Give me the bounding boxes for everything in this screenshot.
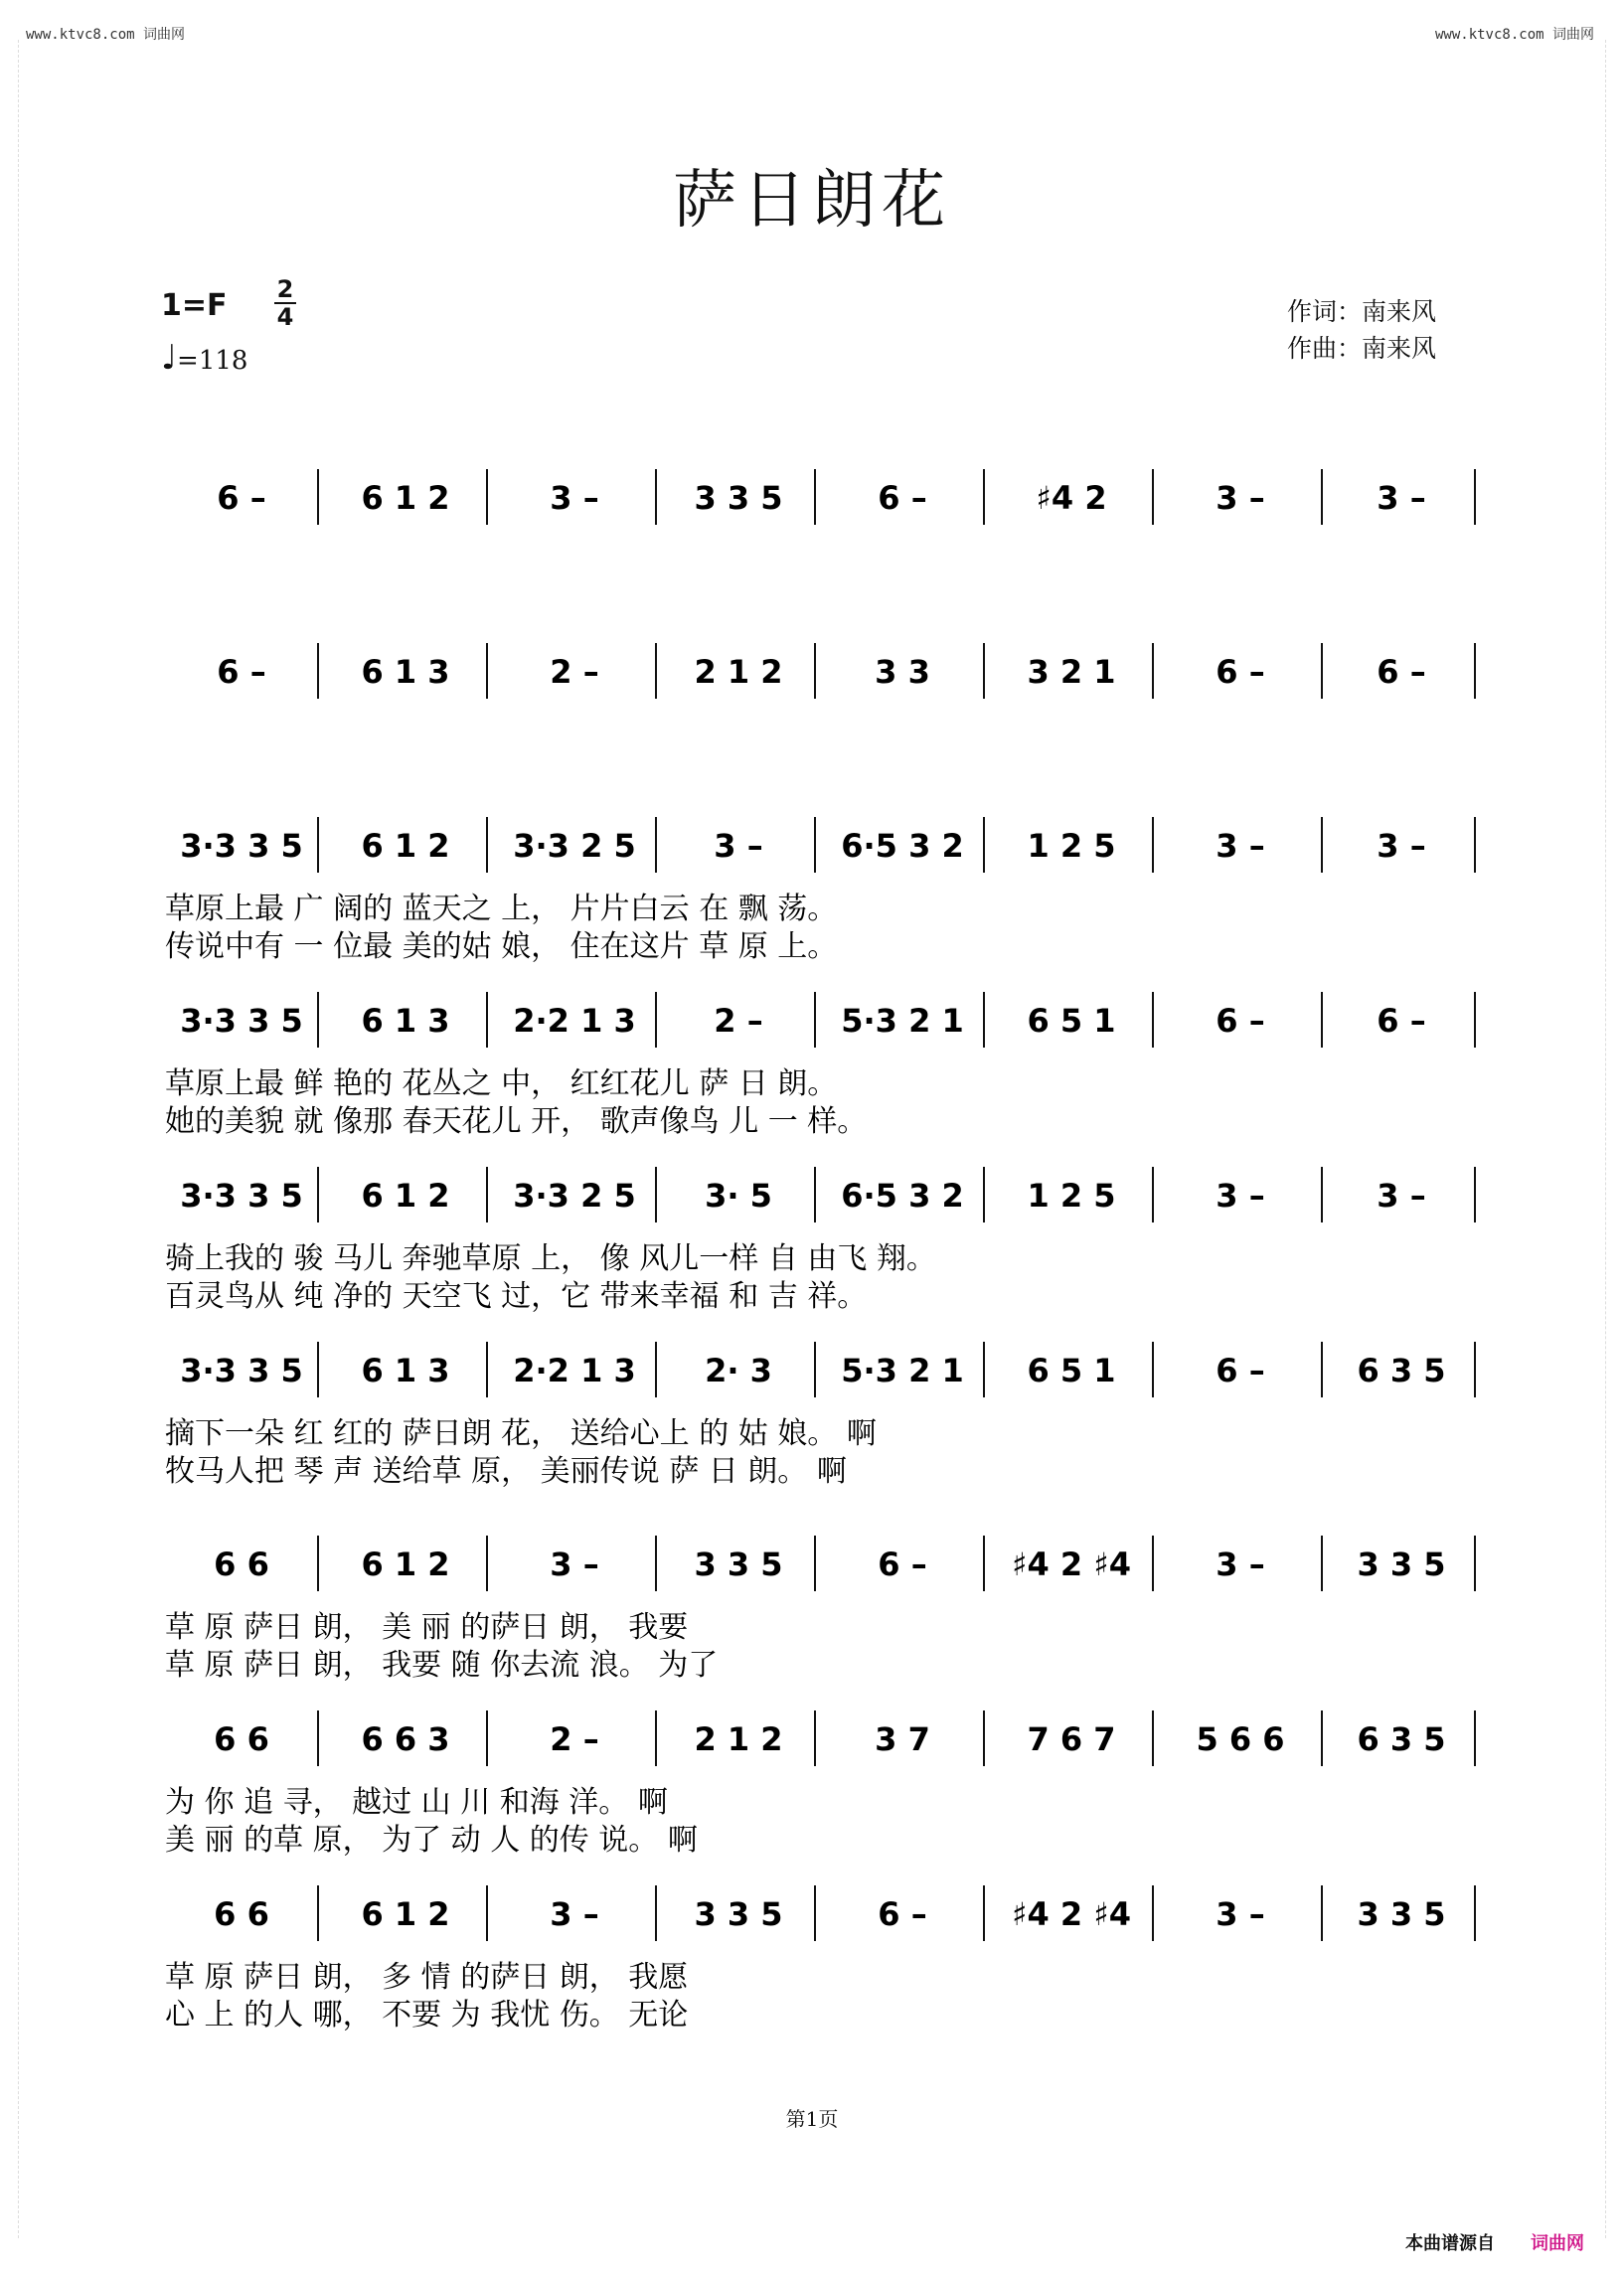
measure-notes: 3·3 3 5 [180,1002,303,1040]
measure-notes: 2 – [550,1720,599,1758]
measure-notes: 1 2 5 [1027,1177,1116,1215]
measure-notes: 3 – [714,827,763,865]
measure-notes: 3 7 [875,1720,930,1758]
time-signature-bottom: 4 [276,303,294,331]
measure-notes: 3 3 5 [1357,1546,1446,1583]
measure-notes: 6 6 3 [361,1720,450,1758]
lyric-line: 草原上最 广 阔的 蓝天之 上， 片片白云 在 飘 荡。 [165,892,838,926]
measure-notes: 6 – [1216,1002,1265,1040]
measure-notes: 6 1 3 [361,1002,450,1040]
right-margin-strip [1605,40,1622,2238]
measure-notes: 3·3 3 5 [180,1177,303,1215]
lyric-line: 牧马人把 琴 声 送给草 原， 美丽传说 萨 日 朗。 啊 [165,1454,847,1489]
header-right: www.ktvc8.com 词曲网 [1434,27,1594,43]
measure-notes: 6·5 3 2 [841,1177,964,1215]
measure-notes: 3 2 1 [1027,653,1116,691]
left-margin-strip [2,40,19,2238]
measure-notes: 6 – [878,1895,927,1933]
lyric-line: 美 丽 的草 原， 为了 动 人 的传 说。 啊 [165,1823,698,1858]
measure-notes: 3·3 3 5 [180,827,303,865]
quarter-note-icon: ♩ [161,338,178,378]
measure-notes: 3 – [1377,479,1426,517]
measure-notes: 6 – [1216,1352,1265,1389]
measure-notes: 2 – [714,1002,763,1040]
system-svg [159,641,1475,790]
measure-notes: ♯4 2 ♯4 [1011,1546,1132,1583]
measure-notes: 3 – [550,1895,599,1933]
system-svg [159,1340,1475,1489]
key-signature: 1=F [161,288,228,323]
measure-notes: 3 3 5 [694,1546,783,1583]
measure-notes: 3 – [1216,1546,1265,1583]
measure-notes: 6 5 1 [1027,1352,1116,1389]
system-svg [159,1883,1475,2033]
score-system [159,1534,1475,1683]
lyric-line: 骑上我的 骏 马儿 奔驰草原 上， 像 风儿一样 自 由飞 翔。 [165,1241,936,1276]
score-system [159,1883,1475,2033]
credits [1287,293,1436,367]
measure-notes: 1 2 5 [1027,827,1116,865]
measure-notes: 6 3 5 [1357,1720,1446,1758]
measure-notes: 6 5 1 [1027,1002,1116,1040]
measure-notes: 3· 5 [705,1177,772,1215]
header-left: www.ktvc8.com 词曲网 [26,27,186,43]
score-system [159,1340,1475,1489]
lyric-line: 草 原 萨日 朗， 美 丽 的萨日 朗， 我要 [165,1610,689,1645]
measure-notes: 3 – [1377,827,1426,865]
measure-notes: 6 1 2 [361,1546,450,1583]
time-signature-top: 2 [276,275,294,303]
measure-notes: 6 3 5 [1357,1352,1446,1389]
system-svg [159,1534,1475,1683]
lyricist: 作词：南来风 [1287,297,1437,326]
measure-notes: 3·3 2 5 [513,1177,636,1215]
score-system [159,1708,1475,1858]
measure-notes: 3 – [1216,479,1265,517]
measure-notes: 3 3 5 [694,479,783,517]
composer: 作曲：南来风 [1287,334,1437,363]
measure-notes: 6 – [878,1546,927,1583]
measure-notes: 2 – [550,653,599,691]
measure-notes: 3 – [1216,1177,1265,1215]
system-svg [159,1165,1475,1314]
measure-notes: 2·2 1 3 [513,1352,636,1389]
measure-notes: 2 1 2 [694,653,783,691]
measure-notes: 2 1 2 [694,1720,783,1758]
measure-notes: ♯4 2 ♯4 [1011,1895,1132,1933]
measure-notes: 6 1 2 [361,1895,450,1933]
measure-notes: 6 1 3 [361,653,450,691]
song-title: 萨日朗花 [673,164,951,238]
measure-notes: 3 – [1216,827,1265,865]
lyric-line: 她的美貌 就 像那 春天花儿 开， 歌声像鸟 儿 一 样。 [165,1104,868,1139]
page-number: 第1页 [785,2107,839,2131]
system-svg [159,990,1475,1139]
measure-notes: 5·3 2 1 [841,1002,964,1040]
measure-notes: 3 3 5 [694,1895,783,1933]
lyric-line: 草 原 萨日 朗， 多 情 的萨日 朗， 我愿 [165,1960,689,1995]
measure-notes: ♯4 2 [1036,479,1107,517]
score-system [159,467,1475,616]
tempo-marking [161,338,247,378]
measure-notes: 6 – [1377,1002,1426,1040]
score-system [159,641,1475,790]
score-system [159,1165,1475,1314]
measure-notes: 3 3 5 [1357,1895,1446,1933]
system-svg [159,815,1475,964]
measure-notes: 2·2 1 3 [513,1002,636,1040]
measure-notes: 6 1 2 [361,479,450,517]
measure-notes: 6 – [878,479,927,517]
measure-notes: 6 – [1216,653,1265,691]
lyric-line: 传说中有 一 位最 美的姑 娘， 住在这片 草 原 上。 [165,929,838,964]
measure-notes: 3 3 [875,653,930,691]
lyric-line: 摘下一朵 红 红的 萨日朗 花， 送给心上 的 姑 娘。 啊 [165,1416,877,1451]
lyric-line: 草原上最 鲜 艳的 花丛之 中， 红红花儿 萨 日 朗。 [165,1066,838,1101]
measure-notes: 3 – [550,1546,599,1583]
measure-notes: 6 – [217,653,266,691]
measure-notes: 6 – [1377,653,1426,691]
measure-notes: 6·5 3 2 [841,827,964,865]
time-signature [270,276,300,330]
measure-notes: 5·3 2 1 [841,1352,964,1389]
measure-notes: 3·3 2 5 [513,827,636,865]
lyric-line: 心 上 的人 哪， 不要 为 我忧 伤。 无论 [165,1998,689,2033]
lyric-line: 为 你 追 寻， 越过 山 川 和海 洋。 啊 [165,1785,668,1820]
tempo-value: =118 [177,346,248,376]
measure-notes: 7 6 7 [1027,1720,1116,1758]
measure-notes: 2· 3 [705,1352,772,1389]
score-system [159,990,1475,1139]
lyric-line: 百灵鸟从 纯 净的 天空飞 过，它 带来幸福 和 吉 祥。 [165,1279,868,1314]
measure-notes: 6 1 3 [361,1352,450,1389]
footer-brand: 词曲网 [1531,2233,1584,2254]
measure-notes: 3·3 3 5 [180,1352,303,1389]
measure-notes: 3 – [1216,1895,1265,1933]
system-svg [159,467,1475,616]
measure-notes: 5 6 6 [1196,1720,1285,1758]
measure-notes: 6 6 [214,1546,269,1583]
system-svg [159,1708,1475,1858]
measure-notes: 3 – [1377,1177,1426,1215]
measure-notes: 6 6 [214,1895,269,1933]
score-system [159,815,1475,964]
measure-notes: 3 – [550,479,599,517]
footer [1405,2229,1584,2255]
lyric-line: 草 原 萨日 朗， 我要 随 你去流 浪。 为了 [165,1648,719,1683]
footer-source: 本曲谱源自 [1405,2233,1495,2254]
measure-notes: 6 6 [214,1720,269,1758]
measure-notes: 6 1 2 [361,827,450,865]
measure-notes: 6 – [217,479,266,517]
measure-notes: 6 1 2 [361,1177,450,1215]
